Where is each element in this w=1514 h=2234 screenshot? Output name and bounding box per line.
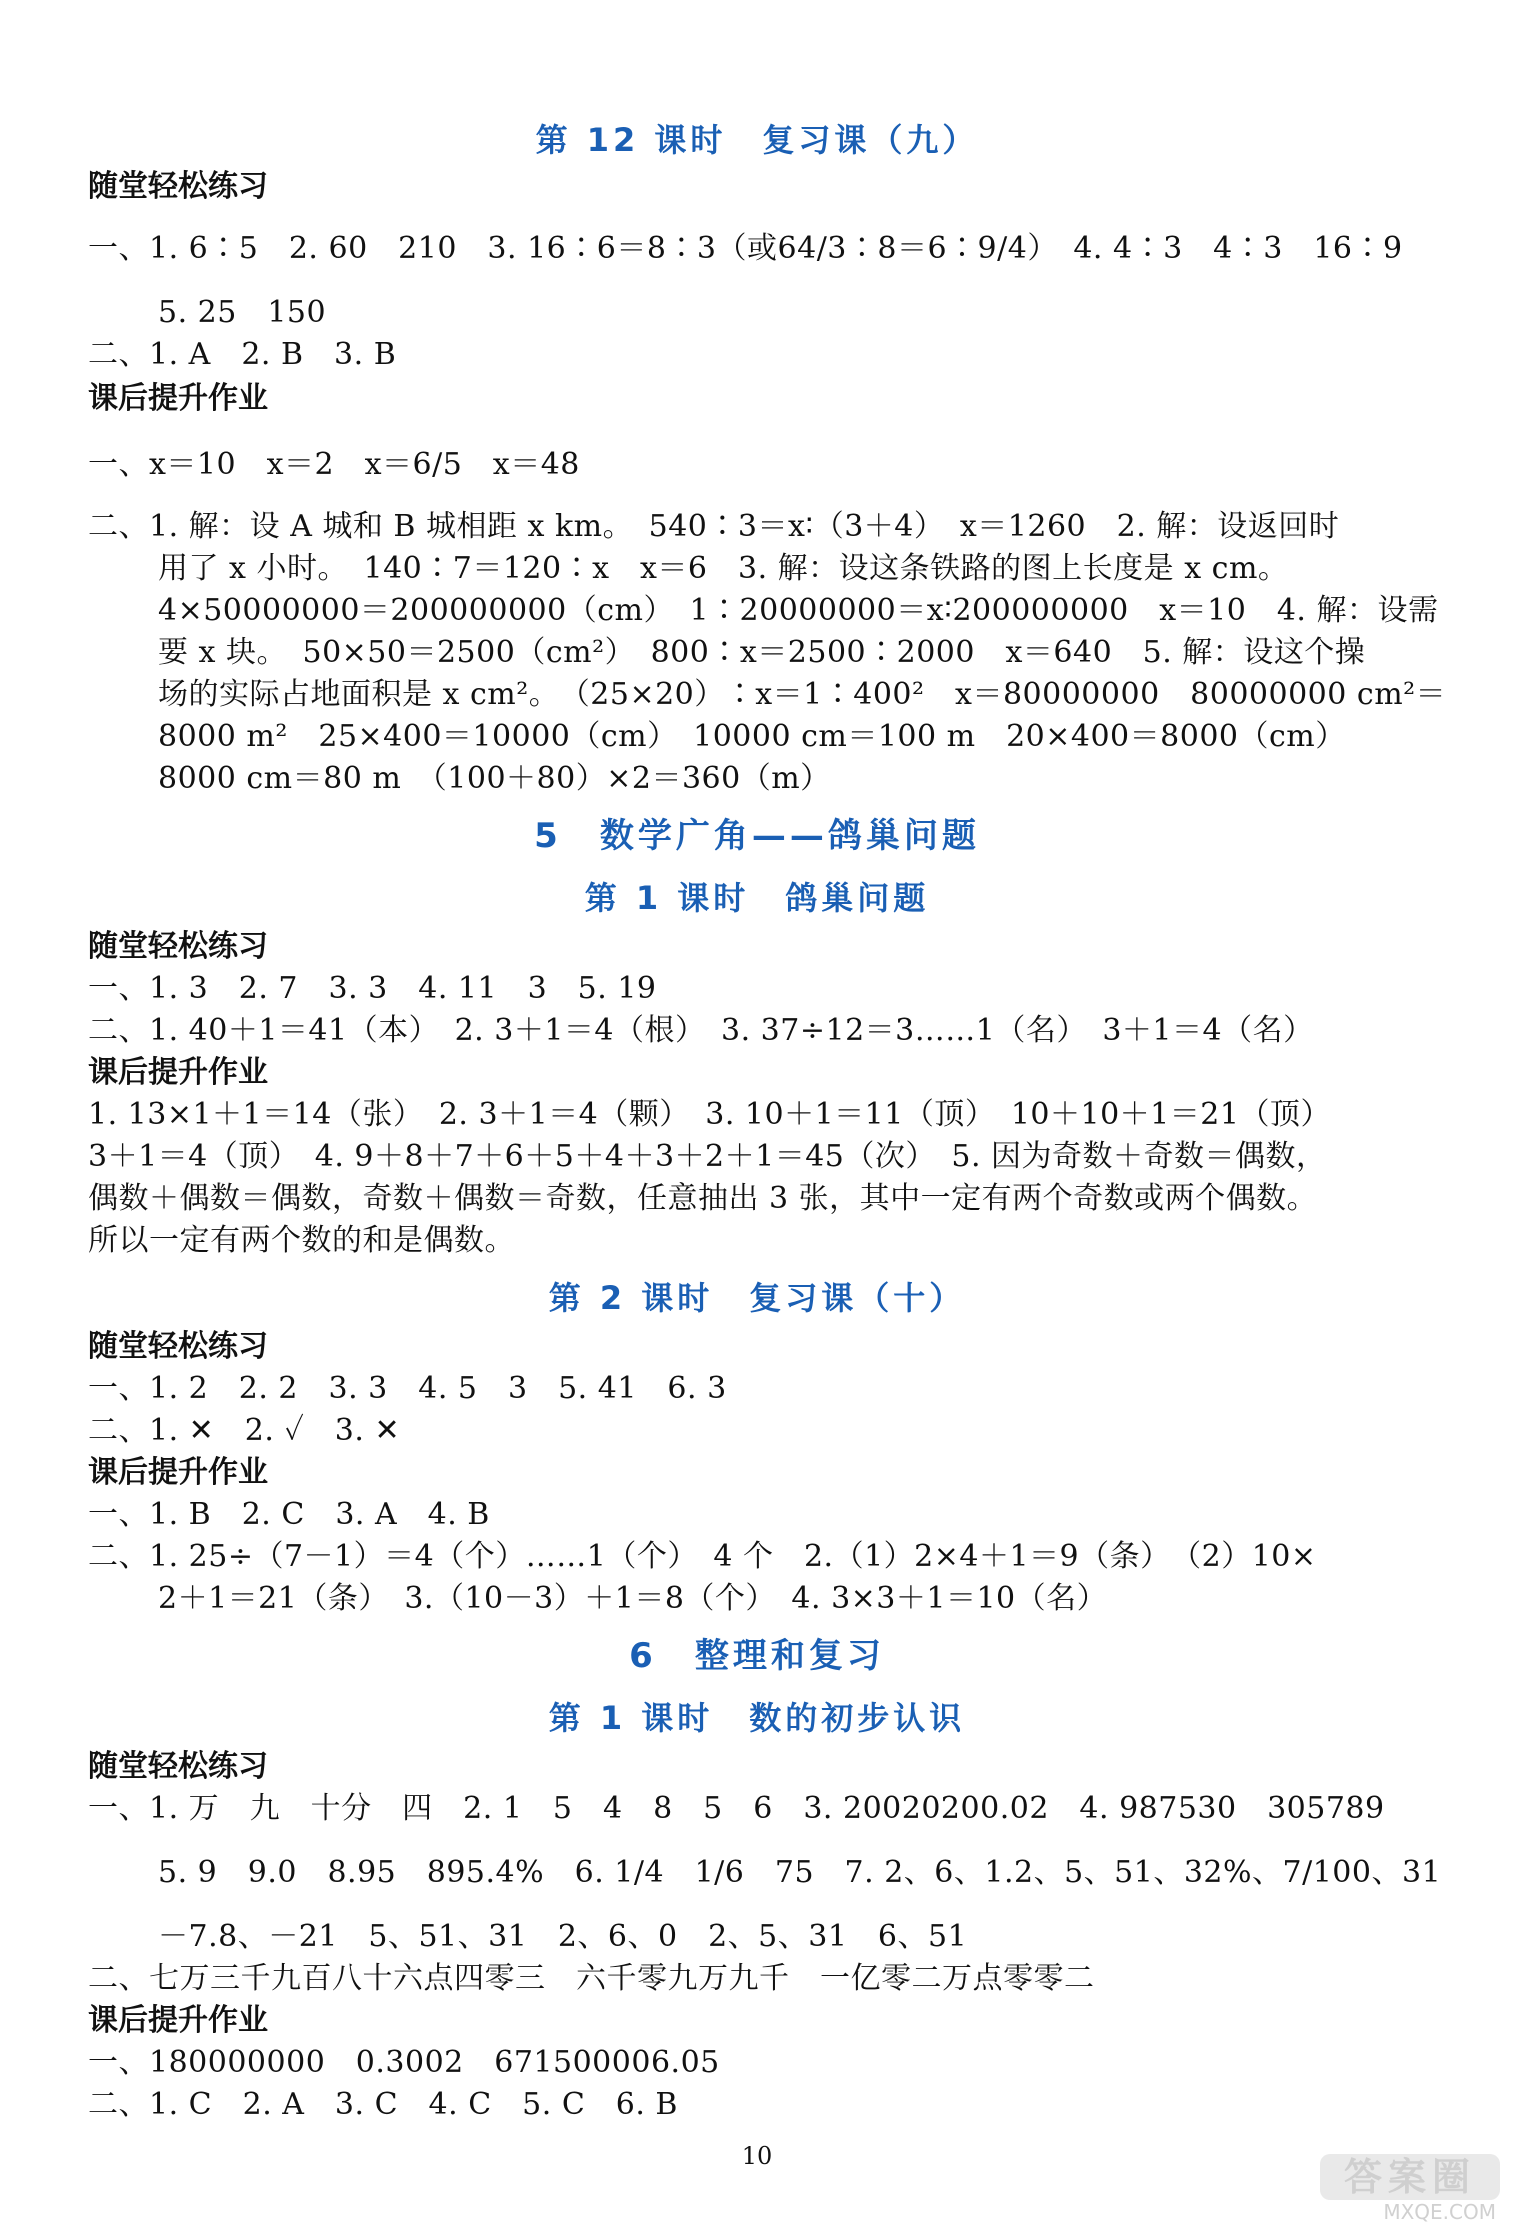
answer-line: 4×50000000＝200000000（cm） 1∶20000000＝x∶200000000 x＝10 4. 解：设需 [158,593,1439,628]
unit-title-review: 6 整理和复习 [629,1636,885,1676]
answer-line: 所以一定有两个数的和是偶数。 [88,1223,515,1258]
practice-heading: 随堂轻松练习 [88,929,268,964]
answer-line: 5. 9 9.0 8.95 895.4% 6. 1/4 1/6 75 7. 2、6、1.2、5、51、32%、7/100、31 [158,1855,1442,1890]
homework-heading: 课后提升作业 [88,2003,268,2038]
answer-line: 二、1. 解：设 A 城和 B 城相距 x km。 540∶3＝x∶（3＋4） x＝1260 2. 解：设返回时 [88,509,1340,544]
answer-line: 用了 x 小时。 140∶7＝120∶x x＝6 3. 解：设这条铁路的图上长度是 x cm。 [158,551,1289,586]
answer-line: 场的实际占地面积是 x cm²。 （25×20）∶x＝1∶400² x＝80000000 80000000 cm²＝ [158,677,1447,712]
lesson-title-pigeonhole: 第 1 课时 鸽巢问题 [584,879,930,917]
answer-line: 3＋1＝4（顶） 4. 9＋8＋7＋6＋5＋4＋3＋2＋1＝45（次） 5. 因为奇数＋奇数＝偶数， [88,1139,1327,1174]
answer-line: 一、1. 3 2. 7 3. 3 4. 11 3 5. 19 [88,971,657,1006]
answer-line: 一、1. B 2. C 3. A 4. B [88,1497,490,1532]
answer-line: 二、1. A 2. B 3. B [88,337,397,372]
answer-line: 一、1. 6∶5 2. 60 210 3. 16∶6＝8∶3（或64/3∶8＝6∶9/4） 4. 4∶3 4∶3 16∶9 [88,231,1403,266]
practice-heading: 随堂轻松练习 [88,169,268,204]
lesson-title-review-10: 第 2 课时 复习课（十） [548,1279,966,1317]
answer-line: 二、七万三千九百八十六点四零三 六千零九万九千 一亿零二万点零零二 [88,1961,1095,1996]
answer-line: 要 x 块。 50×50＝2500（cm²） 800∶x＝2500∶2000 x＝640 5. 解：设这个操 [158,635,1366,670]
homework-heading: 课后提升作业 [88,1055,268,1090]
answer-line: 8000 m² 25×400＝10000（cm） 10000 cm＝100 m 20×400＝8000（cm） [158,719,1346,754]
answer-line: 一、1. 2 2. 2 3. 3 4. 5 3 5. 41 6. 3 [88,1371,727,1406]
answer-line: 二、1. ✕ 2. ✓ 3. ✕ [88,1413,401,1448]
answer-line: 1. 13×1＋1＝14（张） 2. 3＋1＝4（颗） 3. 10＋1＝11（顶） 10＋10＋1＝21（顶） [88,1097,1331,1132]
practice-heading: 随堂轻松练习 [88,1329,268,1364]
lesson-title-review-9: 第 12 课时 复习课（九） [535,121,979,159]
answer-line: －7.8、－21 5、51、31 2、6、0 2、5、31 6、51 [158,1919,968,1954]
answer-line: 一、1. 万 九 十分 四 2. 1 5 4 8 5 6 3. 20020200.02 4. 987530 305789 [88,1791,1385,1826]
answer-line: 二、1. 40＋1＝41（本） 2. 3＋1＝4（根） 3. 37÷12＝3……1（名） 3＋1＝4（名） [88,1013,1314,1048]
page-number: 10 [741,2142,773,2170]
answer-line: 2＋1＝21（条） 3.（10－3）＋1＝8（个） 4. 3×3＋1＝10（名） [158,1581,1108,1616]
answer-line: 偶数＋偶数＝偶数，奇数＋偶数＝奇数，任意抽出 3 张，其中一定有两个奇数或两个偶数。 [88,1181,1318,1216]
answer-line: 8000 cm＝80 m （100＋80）×2＝360（m） [158,761,831,796]
unit-title-pigeonhole: 5 数学广角——鸽巢问题 [534,816,980,856]
answer-line: 5. 25 150 [158,295,327,330]
answer-line: 一、x＝10 x＝2 x＝6/5 x＝48 [88,447,580,482]
watermark [1320,2154,1500,2224]
answer-line: 二、1. 25÷（7－1）＝4（个）……1（个） 4 个 2.（1）2×4＋1＝9（条） （2）10× [88,1539,1317,1574]
watermark-url: MXQE.COM [1383,2200,1496,2224]
lesson-title-numbers: 第 1 课时 数的初步认识 [548,1699,966,1737]
answer-line: 一、180000000 0.3002 671500006.05 [88,2045,720,2080]
answer-line: 二、1. C 2. A 3. C 4. C 5. C 6. B [88,2087,678,2122]
watermark-logo: 答案圈 [1320,2154,1500,2200]
practice-heading: 随堂轻松练习 [88,1749,268,1784]
homework-heading: 课后提升作业 [88,381,268,416]
homework-heading: 课后提升作业 [88,1455,268,1490]
